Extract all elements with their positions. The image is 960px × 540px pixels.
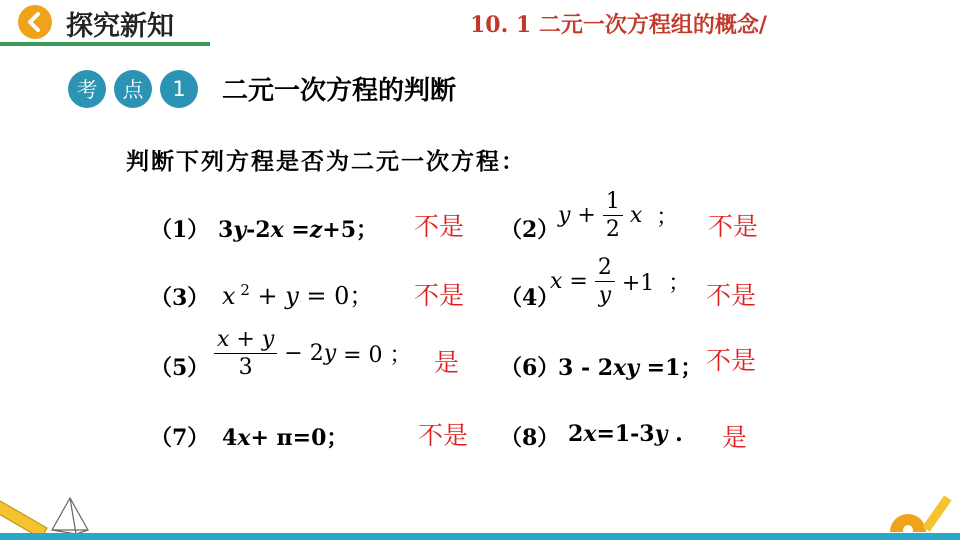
equation-4: x = $\frac{2}{y}$ +1 ； (550, 255, 691, 309)
answer-2: 不是 (708, 212, 759, 241)
item-8-number: （8） (500, 425, 560, 451)
equation-8: 2x=1-3y . (568, 421, 683, 447)
answer-5: 是 (434, 348, 460, 377)
ruler-icon (0, 488, 50, 538)
badge-number: 1 (160, 70, 198, 108)
question-intro: 判断下列方程是否为二元一次方程： (126, 149, 526, 175)
item-5-number: （5） (150, 355, 210, 381)
item-2-number: （2） (500, 217, 560, 243)
equation-7: 4x+ π=0； (222, 425, 349, 451)
equation-6: 3 - 2xy =1； (558, 355, 703, 381)
topic-title: 二元一次方程的判断 (222, 76, 457, 106)
footer-bar (0, 533, 960, 540)
badge-dian: 点 (114, 70, 152, 108)
item-1-number: （1） (150, 217, 210, 243)
answer-7: 不是 (418, 421, 469, 450)
equation-3: x $^2$ + y = 0； (222, 281, 374, 310)
answer-4: 不是 (706, 281, 757, 310)
answer-3: 不是 (414, 281, 465, 310)
badge-kao: 考 (68, 70, 106, 108)
header-underline (0, 42, 210, 46)
section-title: 探究新知 (66, 11, 174, 42)
answer-6: 不是 (706, 346, 757, 375)
answer-8: 是 (722, 423, 748, 452)
item-7-number: （7） (150, 425, 210, 451)
lesson-title: 10. 1 二元一次方程组的概念/ (470, 12, 767, 38)
equation-1: 3y-2x =z+5； (218, 217, 379, 243)
answer-1: 不是 (414, 212, 465, 241)
item-4-number: （4） (500, 285, 560, 311)
equation-2: y + $\frac{1}{2}$ x ； (558, 189, 679, 243)
equation-5: $\frac{x + y}{3}$ − 2 y = 0 ； (214, 328, 412, 379)
item-3-number: （3） (150, 285, 210, 311)
protractor-pencil-icon (886, 494, 958, 538)
item-6-number: （6） (500, 355, 560, 381)
section-icon (18, 5, 52, 39)
